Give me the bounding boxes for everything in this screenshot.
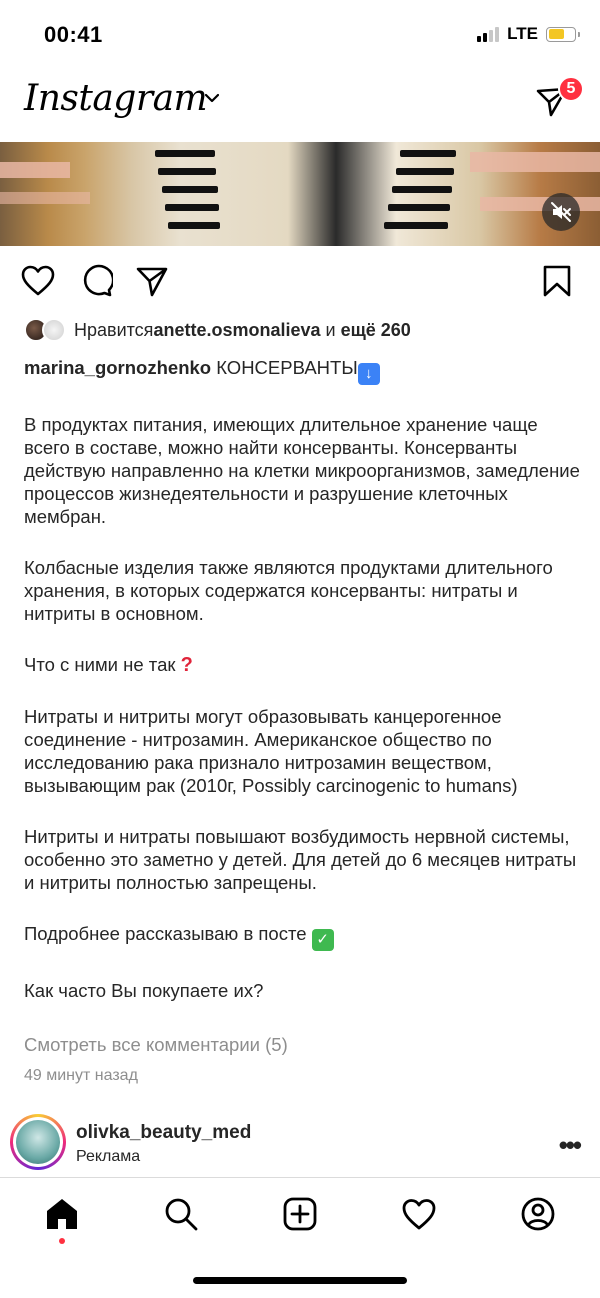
instagram-logo[interactable]: Instagram (24, 78, 208, 119)
post-caption (24, 356, 580, 1030)
like-icon[interactable] (21, 264, 55, 298)
caption-title: КОНСЕРВАНТЫ (216, 357, 358, 378)
search-icon[interactable] (163, 1196, 199, 1232)
activity-heart-icon[interactable] (401, 1196, 437, 1232)
speaker-muted-icon (550, 201, 572, 223)
likes-and: и (320, 319, 341, 340)
chevron-down-icon[interactable] (205, 93, 219, 103)
notification-badge: 5 (558, 76, 584, 102)
likes-others[interactable]: ещё 260 (340, 319, 411, 340)
check-mark-emoji: ✓ (312, 929, 334, 951)
caption-paragraph: Колбасные изделия также являются продуктами длительного хранения, в которых содержатся консерванты: нитраты и нитриты в основном. (24, 557, 553, 624)
story-ring-avatar[interactable] (10, 1114, 66, 1170)
post-timestamp: 49 минут назад (24, 1067, 138, 1084)
share-icon[interactable] (135, 264, 169, 298)
view-comments-link[interactable]: Смотреть все комментарии (5) (24, 1034, 288, 1055)
bookmark-icon[interactable] (540, 264, 574, 298)
home-indicator (193, 1277, 407, 1284)
likes-summary[interactable] (24, 318, 411, 342)
caption-paragraph: В продуктах питания, имеющих длительное хранение чаще всего в составе, можно найти консерванты. Консерванты действую направленно на клетки микроорганизмов, замедление процессов жизнедеятельности и разрушение клеточных мембран. (24, 414, 580, 527)
signal-icon (477, 26, 499, 42)
caption-paragraph: Как часто Вы покупаете их? (24, 980, 264, 1001)
battery-icon (546, 27, 576, 42)
sponsored-label: Реклама (76, 1148, 141, 1165)
home-icon[interactable] (44, 1196, 80, 1232)
question-mark-emoji: ? (180, 654, 193, 676)
liker-username[interactable]: anette.osmonalieva (153, 319, 321, 340)
caption-paragraph: Что с ними не так (24, 654, 176, 675)
more-options-icon[interactable]: ••• (558, 1130, 580, 1160)
active-tab-indicator (59, 1238, 65, 1244)
mute-button[interactable] (542, 193, 580, 231)
post-media[interactable] (0, 142, 600, 246)
create-post-icon[interactable] (282, 1196, 318, 1232)
network-label: LTE (507, 24, 538, 43)
caption-paragraph: Нитраты и нитриты могут образовывать канцерогенное соединение - нитрозамин. Американское общество по исследованию рака признало нитрозамин веществом, вызывающим рак (2010г, Possibly carcinogenic to humans) (24, 706, 518, 796)
likes-prefix: Нравится (74, 319, 154, 340)
profile-icon[interactable] (520, 1196, 556, 1232)
status-time: 00:41 (44, 22, 103, 47)
liker-avatar (42, 318, 66, 342)
status-indicators (477, 24, 576, 44)
comment-icon[interactable] (79, 264, 113, 298)
caption-paragraph: Подробнее рассказываю в посте (24, 923, 307, 944)
caption-paragraph: Нитриты и нитраты повышают возбудимость нервной системы, особенно это заметно у детей. Для детей до 6 месяцев нитраты и нитриты полностью запрещены. (24, 826, 577, 893)
next-post-username[interactable]: olivka_beauty_med (76, 1122, 252, 1143)
author-username[interactable]: marina_gornozhenko (24, 357, 212, 378)
down-arrow-emoji: ↓ (358, 363, 380, 385)
